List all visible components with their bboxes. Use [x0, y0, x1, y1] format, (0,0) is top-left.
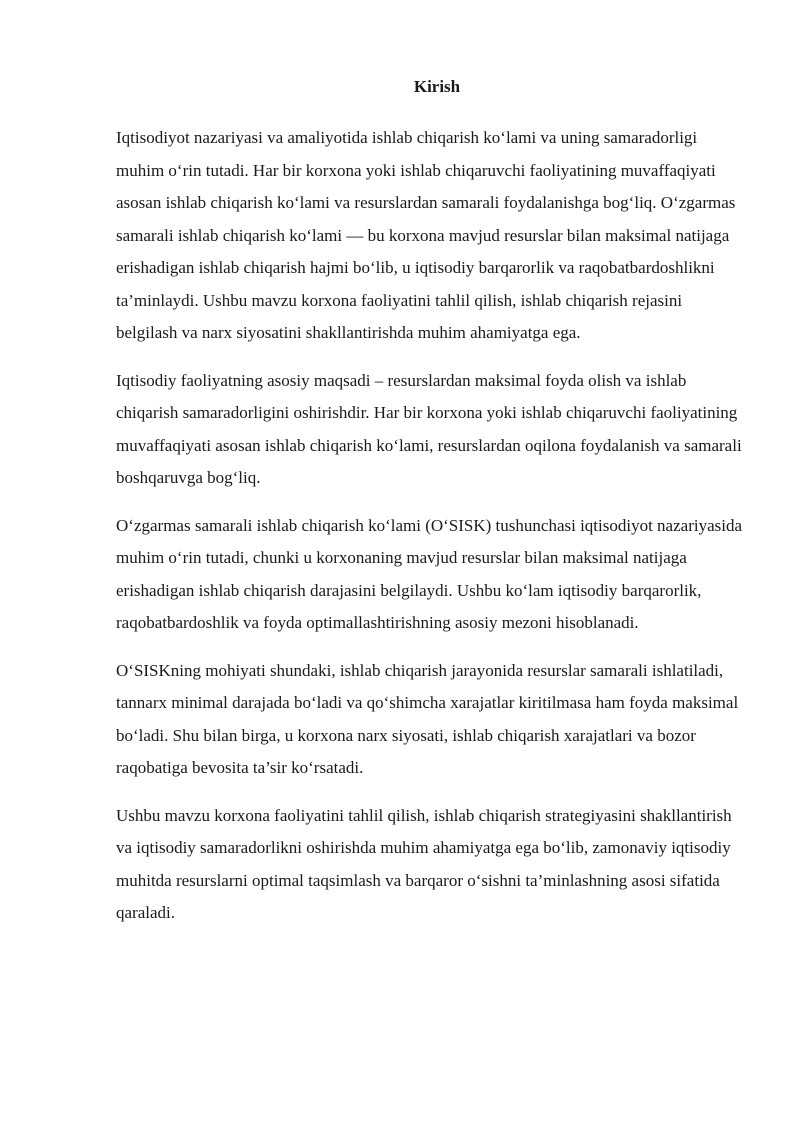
document-page: [116, 74, 746, 945]
paragraph-1: Iqtisodiyot nazariyasi va amaliyotida ishlab chiqarish ko‘lami va uning samaradorligi muhim o‘rin tutadi. Har bir korxona yoki ishlab chiqaruvchi faoliyatining muvaffaqiyati asosan ishlab chiqarish ko‘lami va resurslardan samarali foydalanishga bog‘liq. O‘zgarmas samarali ishlab chiqarish ko‘lami — bu korxona mavjud resurslar bilan maksimal natijaga erishadigan ishlab chiqarish hajmi bo‘lib, u iqtisodiy barqarorlik va raqobatbardoshlikni ta’minlaydi. Ushbu mavzu korxona faoliyatini tahlil qilish, ishlab chiqarish rejasini belgilash va narx siyosatini shakllantirishda muhim ahamiyatga ega.: [116, 128, 736, 342]
page-title: Kirish: [413, 77, 461, 96]
paragraph-5: Ushbu mavzu korxona faoliyatini tahlil qilish, ishlab chiqarish strategiyasini shakllantirish va iqtisodiy samaradorlikni oshirishda muhim ahamiyatga ega bo‘lib, zamonaviy iqtisodiy muhitda resurslarni optimal taqsimlash va barqaror o‘sishni ta’minlashning asosi sifatida qaraladi.: [116, 805, 732, 922]
paragraph-2: Iqtisodiy faoliyatning asosiy maqsadi – resurslardan maksimal foyda olish va ishlab chiqarish samaradorligini oshirishdir. Har bir korxona yoki ishlab chiqaruvchi faoliyatining muvaffaqiyati asosan ishlab chiqarish ko‘lami, resurslardan oqilona foydalanish va samarali boshqaruvga bog‘liq.: [116, 370, 742, 487]
paragraph-3: O‘zgarmas samarali ishlab chiqarish ko‘lami (O‘SISK) tushunchasi iqtisodiyot nazariyasida muhim o‘rin tutadi, chunki u korxonaning mavjud resurslar bilan maksimal natijaga erishadigan ishlab chiqarish darajasini belgilaydi. Ushbu ko‘lam iqtisodiy barqarorlik, raqobatbardoshlik va foyda optimallashtirishning asosiy mezoni hisoblanadi.: [116, 515, 743, 632]
paragraph-4: O‘SISKning mohiyati shundaki, ishlab chiqarish jarayonida resurslar samarali ishlatiladi, tannarx minimal darajada bo‘ladi va qo‘shimcha xarajatlar kiritilmasa ham foyda maksimal bo‘ladi. Shu bilan birga, u korxona narx siyosati, ishlab chiqarish xarajatlari va bozor raqobatiga bevosita ta’sir ko‘rsatadi.: [116, 660, 739, 777]
